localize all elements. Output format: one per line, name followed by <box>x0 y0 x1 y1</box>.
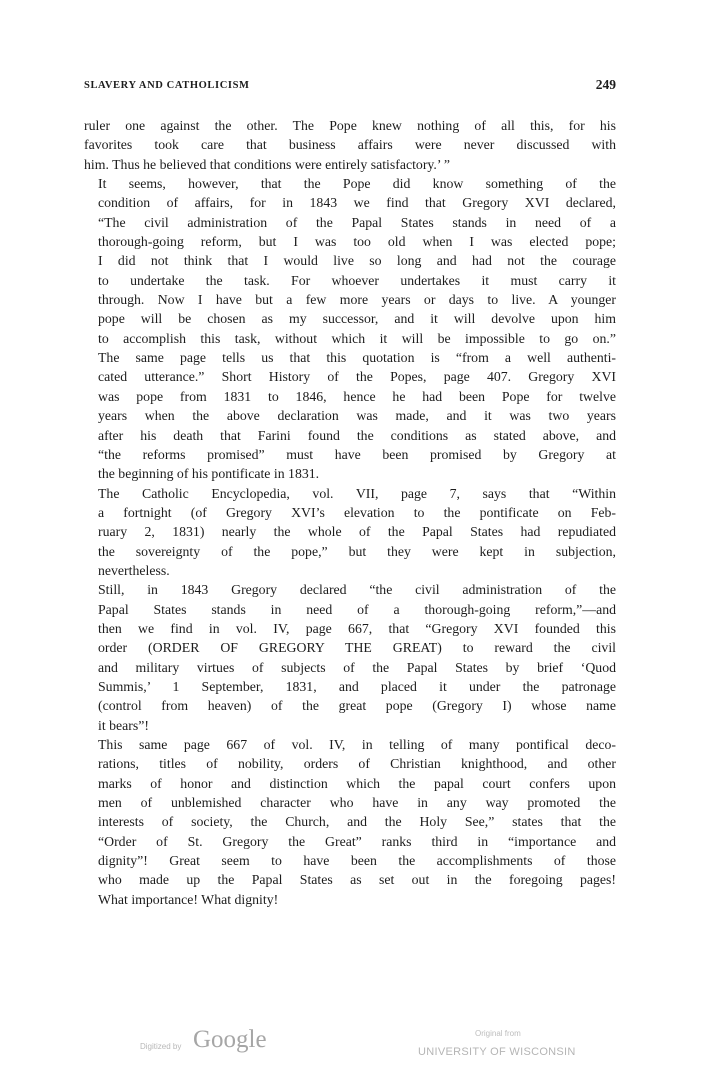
text-line: rations, titles of nobility, orders of Christian knighthood, and other <box>98 756 616 772</box>
body-text <box>84 116 616 909</box>
text-line: then we find in vol. IV, page 667, that “Gregory XVI founded this <box>98 620 616 636</box>
text-line: thorough-going reform, but I was too old when I was elected pope; <box>98 234 616 250</box>
text-line: who made up the Papal States as set out in the foregoing pages! <box>98 872 616 888</box>
text-line: order (ORDER OF GREGORY THE GREAT) to reward the civil <box>98 640 616 656</box>
paragraph <box>84 580 616 735</box>
text-line: him. Thus he believed that conditions were entirely satisfactory.’ ” <box>84 156 451 172</box>
text-line: Still, in 1843 Gregory declared “the civil administration of the <box>98 582 616 598</box>
text-line: it bears”! <box>98 717 149 733</box>
text-line: The same page tells us that this quotation is “from a well authenti- <box>98 350 616 366</box>
text-line: “The civil administration of the Papal States stands in need of a <box>98 214 616 230</box>
text-line: was pope from 1831 to 1846, hence he had been Pope for twelve <box>98 388 616 404</box>
text-line: pope will be chosen as my successor, and it will devolve upon him <box>98 311 616 327</box>
text-line: nevertheless. <box>98 562 170 578</box>
text-line: cated utterance.” Short History of the Popes, page 407. Gregory XVI <box>98 369 616 385</box>
text-line: (control from heaven) of the great pope (Gregory I) whose name <box>98 698 616 714</box>
text-line: ruler one against the other. The Pope knew nothing of all this, for his <box>84 118 616 133</box>
source-institution: UNIVERSITY OF WISCONSIN <box>418 1046 576 1058</box>
text-line: Summis,’ 1 September, 1831, and placed it under the patronage <box>98 678 616 694</box>
original-from-label: Original from <box>475 1029 521 1038</box>
text-line: ruary 2, 1831) nearly the whole of the Papal States had repudiated <box>98 524 616 540</box>
page-number: 249 <box>595 77 616 92</box>
paragraph <box>84 484 616 581</box>
text-line: a fortnight (of Gregory XVI’s elevation to the pontificate on Feb- <box>98 504 616 520</box>
text-line: to undertake the task. For whoever undertakes it must carry it <box>98 272 616 288</box>
text-line: I did not think that I would live so long and had not the courage <box>98 253 616 269</box>
text-line: interests of society, the Church, and the Holy See,” states that the <box>98 814 616 830</box>
text-line: after his death that Farini found the conditions as stated above, and <box>98 427 616 443</box>
text-line: years when the above declaration was made, and it was two years <box>98 408 616 424</box>
text-line: men of unblemished character who have in any way promoted the <box>98 795 616 811</box>
paragraph <box>84 735 616 909</box>
text-line: through. Now I have but a few more years or days to live. A younger <box>98 292 616 308</box>
text-line: “Order of St. Gregory the Great” ranks third in “importance and <box>98 833 616 849</box>
text-line: The Catholic Encyclopedia, vol. VII, page 7, says that “Within <box>98 485 616 501</box>
running-head <box>84 77 616 97</box>
text-line: Papal States stands in need of a thorough-going reform,”—and <box>98 601 616 617</box>
text-line: This same page 667 of vol. IV, in telling of many pontifical deco- <box>98 737 616 752</box>
text-line: the sovereignty of the pope,” but they were kept in subjection, <box>98 543 616 559</box>
paragraph <box>84 116 616 174</box>
google-logo: Google <box>193 1026 267 1053</box>
text-line: the beginning of his pontificate in 1831. <box>98 466 320 482</box>
text-line: It seems, however, that the Pope did know something of the <box>98 176 616 192</box>
running-title: SLAVERY AND CATHOLICISM <box>84 80 250 91</box>
text-line: “the reforms promised” must have been promised by Gregory at <box>98 446 616 462</box>
text-line: favorites took care that business affairs were never discussed with <box>84 137 616 153</box>
digitization-footer <box>0 1025 711 1065</box>
paragraph <box>84 174 616 484</box>
text-line: marks of honor and distinction which the papal court confers upon <box>98 775 616 791</box>
text-line: to accomplish this task, without which it will be impossible to go on.” <box>98 330 616 346</box>
text-line: What importance! What dignity! <box>98 891 279 907</box>
text-line: condition of affairs, for in 1843 we find that Gregory XVI declared, <box>98 195 616 211</box>
text-line: dignity”! Great seem to have been the accomplishments of those <box>98 853 616 869</box>
digitized-by-label: Digitized by <box>140 1042 182 1051</box>
text-line: and military virtues of subjects of the Papal States by brief ‘Quod <box>98 659 616 675</box>
